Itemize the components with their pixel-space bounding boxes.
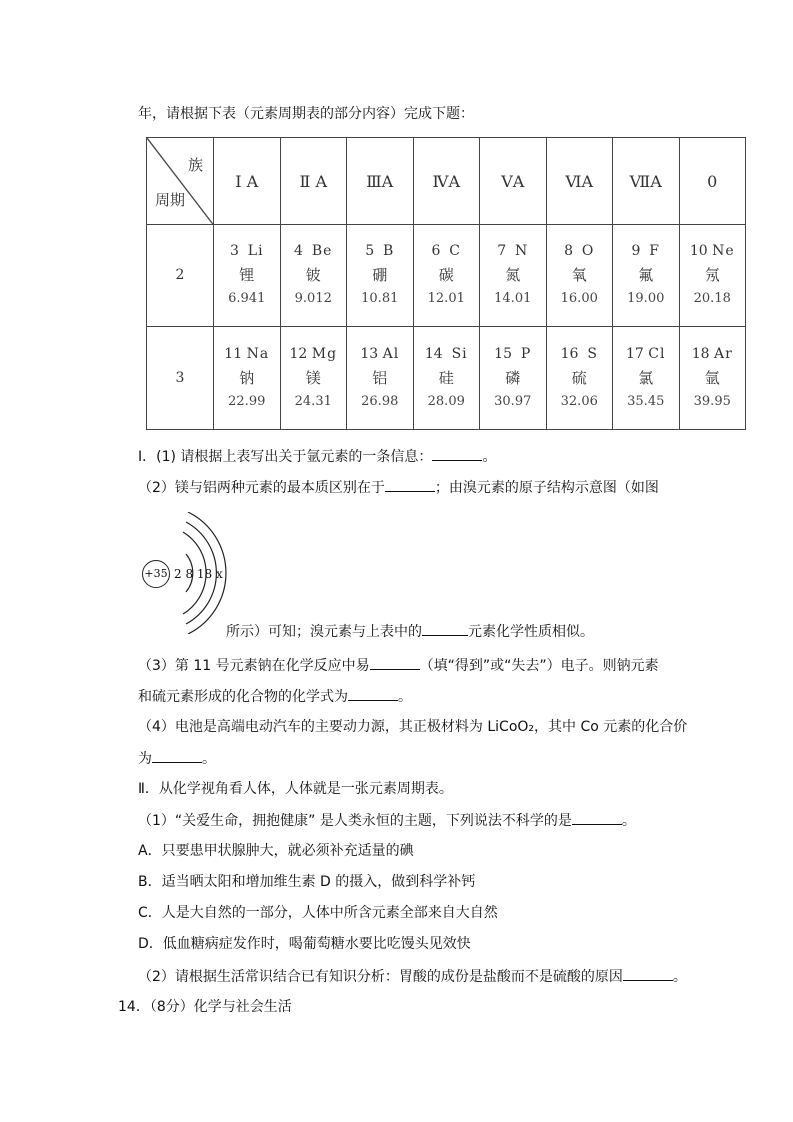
period-label: 3	[147, 326, 214, 429]
bromine-atom-diagram	[138, 512, 228, 634]
shell-electrons: 2 8 18 x	[174, 567, 223, 581]
group-header: ⅤA	[480, 138, 547, 225]
option-a: A．只要患甲状腺肿大，就必须补充适量的碘	[138, 843, 414, 859]
question-2-2: （2）请根据生活常识结合已有知识分析：胃酸的成份是盐酸而不是硫酸的原因 。	[138, 966, 687, 987]
group-header: ⅥA	[546, 138, 613, 225]
group-header: ⅢA	[347, 138, 414, 225]
question-1-3b: 和硫元素形成的化合物的化学式为 。	[138, 686, 412, 707]
answer-blank	[348, 686, 398, 701]
element-cell: 9 F 氟 19.00	[613, 225, 680, 326]
intro-text: 年，请根据下表（元素周期表的部分内容）完成下题：	[138, 106, 474, 122]
element-cell: 15 P 磷 30.97	[480, 326, 547, 429]
nucleus: +35	[142, 560, 170, 588]
element-cell: 7 N 氮 14.01	[480, 225, 547, 326]
question-1-2b: 所示）可知；溴元素与上表中的 元素化学性质相似。	[226, 621, 594, 642]
option-c: C．人是大自然的一部分，人体中所含元素全部来自大自然	[138, 905, 498, 921]
element-cell: 12 Mg 镁 24.31	[280, 326, 347, 429]
answer-blank	[422, 621, 468, 636]
question-1-1: Ⅰ．(1) 请根据上表写出关于氩元素的一条信息： 。	[138, 446, 496, 467]
element-cell: 6 C 碳 12.01	[413, 225, 480, 326]
corner-period-label: 周期	[155, 191, 186, 210]
group-header: Ⅰ A	[214, 138, 281, 225]
element-cell: 18 Ar 氩 39.95	[679, 326, 746, 429]
element-cell: 5 B 硼 10.81	[347, 225, 414, 326]
option-b: B．适当晒太阳和增加维生素 D 的摄入，做到科学补钙	[138, 874, 476, 890]
element-cell: 13 Al 铝 26.98	[347, 326, 414, 429]
group-header: Ⅱ A	[280, 138, 347, 225]
element-cell: 14 Si 硅 28.09	[413, 326, 480, 429]
option-d: D．低血糖病症发作时，喝葡萄糖水要比吃馒头见效快	[138, 936, 471, 952]
element-cell: 8 O 氧 16.00	[546, 225, 613, 326]
answer-blank	[623, 966, 673, 981]
question-1-2: （2）镁与铝两种元素的最本质区别在于 ；由溴元素的原子结构示意图（如图	[138, 477, 659, 498]
answer-blank	[152, 748, 202, 763]
period-label: 2	[147, 225, 214, 326]
answer-blank	[572, 810, 622, 825]
question-1-3a: （3）第 11 号元素钠在化学反应中易 （填“得到”或“失去”）电子。则钠元素	[138, 655, 659, 676]
answer-blank	[370, 655, 420, 670]
table-row	[147, 326, 746, 429]
table-corner	[147, 138, 214, 225]
part-2-heading: Ⅱ．从化学视角看人体，人体就是一张元素周期表。	[138, 781, 453, 797]
question-14-heading: 14．（8分）化学与社会生活	[118, 999, 292, 1015]
question-2-1: （1）“关爱生命，拥抱健康” 是人类永恒的主题，下列说法不科学的是 。	[138, 810, 636, 831]
question-1-4b: 为 。	[138, 748, 216, 769]
group-header: ⅦA	[613, 138, 680, 225]
element-cell: 17 Cl 氯 35.45	[613, 326, 680, 429]
element-cell: 3 Li 锂 6.941	[214, 225, 281, 326]
table-row	[147, 225, 746, 326]
element-cell: 16 S 硫 32.06	[546, 326, 613, 429]
element-cell: 4 Be 铍 9.012	[280, 225, 347, 326]
group-header: 0	[679, 138, 746, 225]
group-header: ⅣA	[413, 138, 480, 225]
element-cell: 11 Na 钠 22.99	[214, 326, 281, 429]
question-1-4a: （4）电池是高端电动汽车的主要动力源，其正极材料为 LiCoO₂，其中 Co 元素的化合价	[138, 719, 688, 735]
periodic-table	[146, 137, 746, 430]
element-cell: 10 Ne 氖 20.18	[679, 225, 746, 326]
answer-blank	[432, 446, 482, 461]
answer-blank	[385, 477, 435, 492]
corner-group-label: 族	[187, 156, 203, 174]
